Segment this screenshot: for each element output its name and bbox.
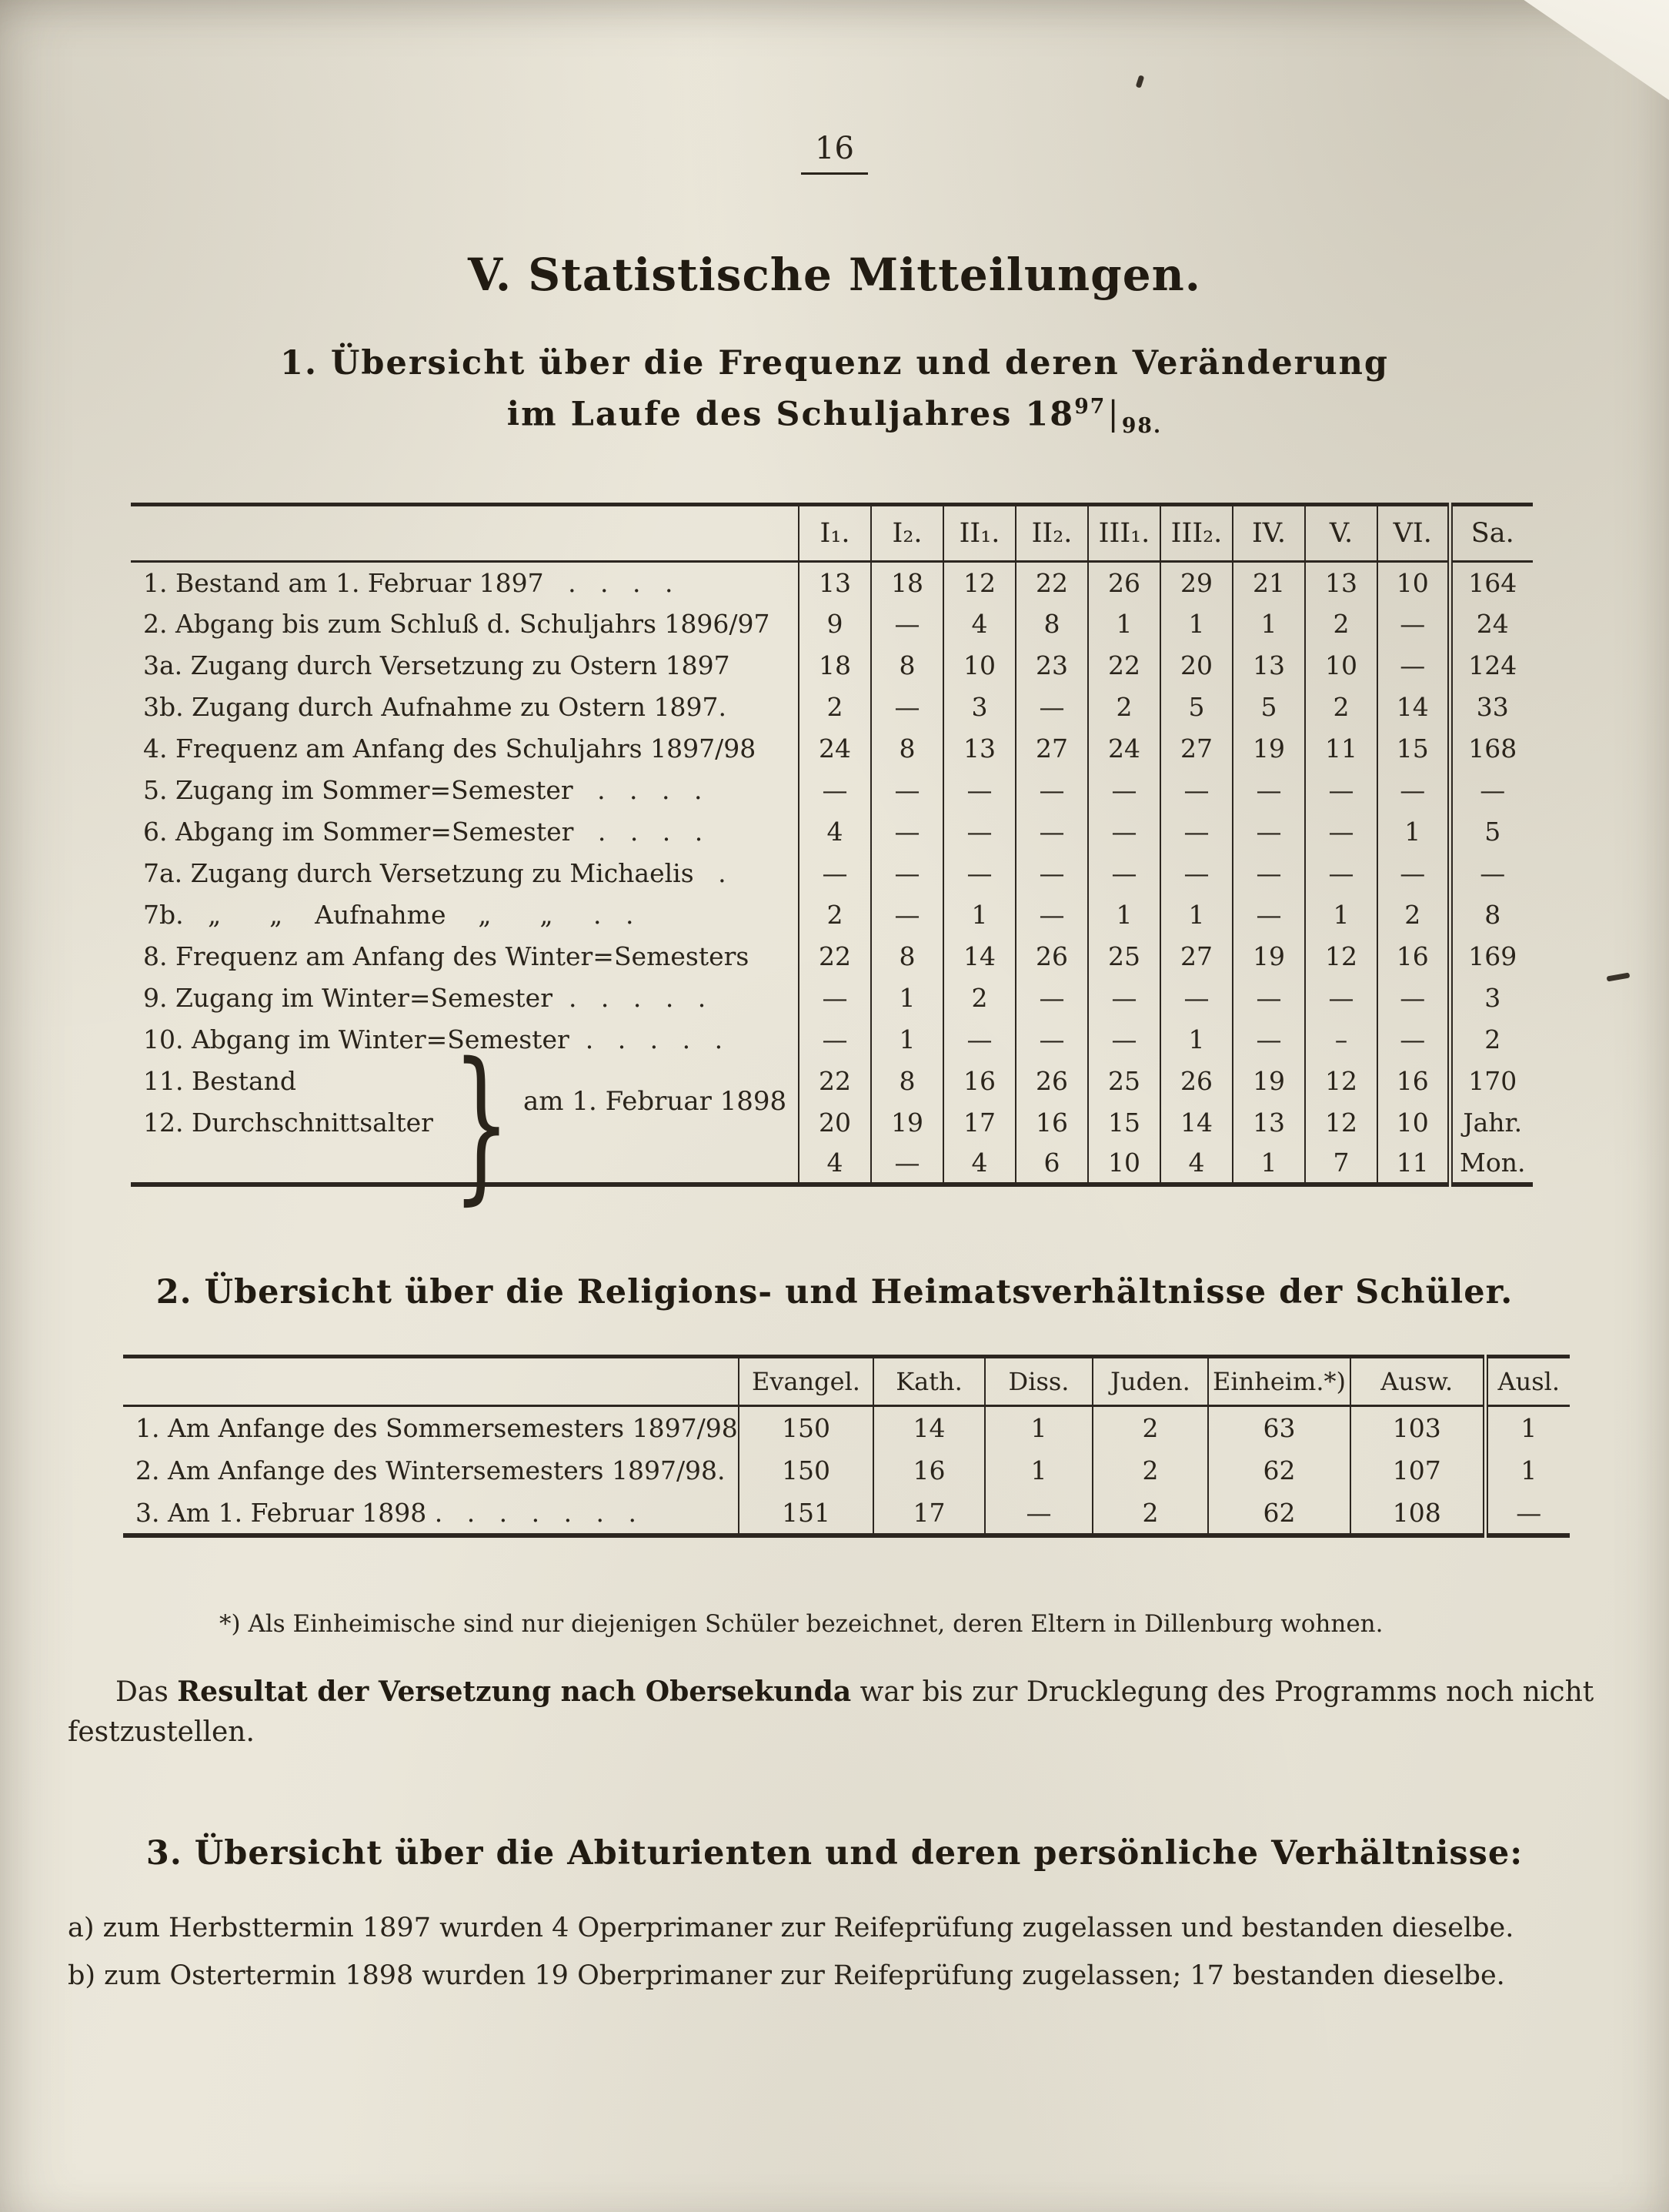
value-cell: —	[1088, 852, 1160, 894]
value-cell: 7	[1305, 1143, 1377, 1185]
value-cell: 8	[1450, 894, 1533, 935]
value-cell: 5	[1233, 686, 1305, 727]
table-row	[131, 1143, 1533, 1185]
value-cell: —	[1233, 1018, 1305, 1060]
brace-note: am 1. Februar 1898	[523, 1085, 787, 1117]
value-cell: 22	[799, 935, 871, 977]
row-label: 1. Bestand am 1. Februar 1897 . . . .	[143, 567, 673, 598]
value-cell: —	[1088, 1018, 1160, 1060]
column-header: Evangel.	[739, 1357, 873, 1406]
value-cell: 4	[799, 810, 871, 852]
value-cell: —	[1233, 810, 1305, 852]
value-cell: 16	[873, 1449, 985, 1492]
value-cell: —	[1377, 852, 1450, 894]
result-pre: Das	[115, 1676, 178, 1708]
column-header: VI.	[1377, 504, 1450, 561]
column-header: II₂.	[1016, 504, 1088, 561]
column-header: Diss.	[985, 1357, 1093, 1406]
label-column-header	[123, 1357, 739, 1406]
torn-corner	[1492, 0, 1669, 100]
religion-table-wrap	[123, 1355, 1570, 1538]
value-cell: 4	[943, 603, 1016, 644]
table-row	[131, 894, 1533, 935]
table-row	[123, 1492, 1570, 1535]
row-label: 12. Durchschnittsalter	[143, 1107, 433, 1138]
value-cell: 1	[1160, 603, 1233, 644]
table-row	[131, 1060, 1533, 1101]
value-cell: —	[1088, 769, 1160, 810]
value-cell: 24	[1088, 727, 1160, 769]
value-cell: 2	[1088, 686, 1160, 727]
section1-title-line1: 1. Übersicht über die Frequenz und deren Veränderung	[280, 344, 1389, 383]
row-label: 5. Zugang im Sommer=Semester . . . .	[143, 774, 703, 805]
value-cell: 26	[1160, 1060, 1233, 1101]
value-cell: 13	[943, 727, 1016, 769]
table-row	[131, 852, 1533, 894]
value-cell: 16	[1377, 1060, 1450, 1101]
value-cell: —	[1233, 852, 1305, 894]
value-cell: 11	[1377, 1143, 1450, 1185]
value-cell: 24	[1450, 603, 1533, 644]
value-cell: 1	[1160, 894, 1233, 935]
value-cell: —	[1016, 977, 1088, 1018]
value-cell: —	[799, 769, 871, 810]
column-header: Einheim.*)	[1208, 1357, 1350, 1406]
value-cell: 124	[1450, 644, 1533, 686]
row-label: 4. Frequenz am Anfang des Schuljahrs 1897/98	[143, 733, 756, 764]
value-cell: 2	[943, 977, 1016, 1018]
value-cell: —	[985, 1492, 1093, 1535]
row-group-brace: }	[452, 1026, 511, 1220]
page-number-text: 16	[801, 131, 868, 175]
value-cell: 8	[871, 727, 943, 769]
value-cell: —	[1016, 686, 1088, 727]
frequency-table-wrap	[131, 503, 1533, 1220]
table-row	[131, 686, 1533, 727]
value-cell: —	[1233, 769, 1305, 810]
value-cell: 25	[1088, 935, 1160, 977]
value-cell: 4	[943, 1143, 1016, 1185]
table-row	[131, 935, 1533, 977]
value-cell: 25	[1088, 1060, 1160, 1101]
value-cell: 4	[1160, 1143, 1233, 1185]
column-header: Kath.	[873, 1357, 985, 1406]
row-label: 7b. „ „ Aufnahme „ „ . .	[143, 899, 634, 930]
section2-title: 2. Übersicht über die Religions- und Heimatsverhältnisse der Schüler.	[155, 1273, 1514, 1312]
value-cell: 3	[943, 686, 1016, 727]
religion-table-body	[123, 1406, 1570, 1535]
table-row	[131, 1101, 1533, 1143]
value-cell: 13	[799, 561, 871, 603]
religion-header-row	[123, 1357, 1570, 1406]
column-header: Sa.	[1450, 504, 1533, 561]
value-cell: —	[871, 769, 943, 810]
value-cell: —	[1377, 1018, 1450, 1060]
row-label: 2. Am Anfange des Wintersemesters 1897/98.	[135, 1455, 726, 1486]
table-row	[131, 810, 1533, 852]
value-cell: 107	[1350, 1449, 1485, 1492]
value-cell: 1	[1377, 810, 1450, 852]
row-label: 3a. Zugang durch Versetzung zu Ostern 1897	[143, 650, 730, 680]
value-cell: —	[871, 810, 943, 852]
value-cell: 2	[1093, 1449, 1208, 1492]
row-label: 2. Abgang bis zum Schluß d. Schuljahrs 1896/97	[143, 608, 770, 639]
value-cell: —	[1305, 769, 1377, 810]
value-cell: —	[1450, 852, 1533, 894]
table-row	[131, 603, 1533, 644]
value-cell: 18	[871, 561, 943, 603]
value-cell: 16	[943, 1060, 1016, 1101]
value-cell: 5	[1450, 810, 1533, 852]
religion-table	[123, 1355, 1570, 1538]
value-cell: 1	[1233, 1143, 1305, 1185]
value-cell: 22	[1088, 644, 1160, 686]
value-cell: 13	[1233, 1101, 1305, 1143]
value-cell: 62	[1208, 1449, 1350, 1492]
value-cell: 1	[1305, 894, 1377, 935]
value-cell: —	[1016, 810, 1088, 852]
year-subscript: 98.	[1121, 413, 1163, 438]
column-header: V.	[1305, 504, 1377, 561]
label-column-header	[131, 504, 799, 561]
value-cell: —	[871, 1143, 943, 1185]
table-row	[131, 1018, 1533, 1060]
value-cell: 63	[1208, 1406, 1350, 1449]
value-cell: —	[1450, 769, 1533, 810]
value-cell: —	[1233, 894, 1305, 935]
footnote: *) Als Einheimische sind nur diejenigen Schüler bezeichnet, deren Eltern in Dillenburg wohnen.	[219, 1609, 1384, 1638]
value-cell: 2	[1093, 1406, 1208, 1449]
value-cell: 8	[871, 644, 943, 686]
result-paragraph	[68, 1672, 1603, 1753]
table-row	[123, 1449, 1570, 1492]
value-cell: —	[799, 852, 871, 894]
value-cell: 2	[1450, 1018, 1533, 1060]
value-cell: 12	[943, 561, 1016, 603]
value-cell: 150	[739, 1406, 873, 1449]
ink-speck	[1136, 75, 1145, 88]
value-cell: Jahr.	[1450, 1101, 1533, 1143]
value-cell: 19	[871, 1101, 943, 1143]
value-cell: 13	[1233, 644, 1305, 686]
column-header: I₂.	[871, 504, 943, 561]
abitur-item-a: a) zum Herbsttermin 1897 wurden 4 Operprimaner zur Reifeprüfung zugelassen und bestanden dieselbe.	[68, 1912, 1514, 1943]
value-cell: 26	[1016, 1060, 1088, 1101]
row-label: 7a. Zugang durch Versetzung zu Michaelis .	[143, 857, 726, 888]
value-cell: —	[1160, 810, 1233, 852]
value-cell: —	[1088, 977, 1160, 1018]
value-cell: 151	[739, 1492, 873, 1535]
value-cell: 12	[1305, 935, 1377, 977]
value-cell: —	[1160, 852, 1233, 894]
value-cell: 12	[1305, 1060, 1377, 1101]
value-cell: 1	[871, 977, 943, 1018]
value-cell: —	[1377, 977, 1450, 1018]
value-cell: 14	[1160, 1101, 1233, 1143]
value-cell: —	[871, 603, 943, 644]
value-cell: 17	[873, 1492, 985, 1535]
value-cell: —	[1016, 769, 1088, 810]
value-cell: —	[1377, 603, 1450, 644]
ink-mark	[1607, 972, 1631, 981]
value-cell: 15	[1088, 1101, 1160, 1143]
page-number	[0, 131, 1669, 175]
value-cell: 12	[1305, 1101, 1377, 1143]
value-cell: —	[1305, 977, 1377, 1018]
value-cell: 29	[1160, 561, 1233, 603]
value-cell: 1	[1088, 603, 1160, 644]
frequency-table	[131, 503, 1533, 1188]
value-cell: –	[1305, 1018, 1377, 1060]
value-cell: 2	[1305, 603, 1377, 644]
row-label: 3. Am 1. Februar 1898 . . . . . . .	[135, 1497, 636, 1528]
value-cell: 13	[1305, 561, 1377, 603]
column-header: II₁.	[943, 504, 1016, 561]
value-cell: 150	[739, 1449, 873, 1492]
column-header: IV.	[1233, 504, 1305, 561]
value-cell: 164	[1450, 561, 1533, 603]
value-cell: —	[871, 686, 943, 727]
column-header: Juden.	[1093, 1357, 1208, 1406]
value-cell: 9	[799, 603, 871, 644]
value-cell: 1	[985, 1449, 1093, 1492]
value-cell: 1	[1088, 894, 1160, 935]
year-divider: |	[1107, 395, 1120, 434]
row-label: 1. Am Anfange des Sommersemesters 1897/98	[135, 1413, 738, 1444]
value-cell: 19	[1233, 727, 1305, 769]
value-cell: 1	[943, 894, 1016, 935]
value-cell: 10	[1377, 1101, 1450, 1143]
table-row	[131, 727, 1533, 769]
section1-title-line2	[0, 395, 1669, 438]
value-cell: 27	[1160, 935, 1233, 977]
value-cell: 2	[1305, 686, 1377, 727]
value-cell: —	[1160, 769, 1233, 810]
year-superscript: 97	[1074, 395, 1107, 419]
value-cell: —	[943, 1018, 1016, 1060]
value-cell: 17	[943, 1101, 1016, 1143]
value-cell: 1	[1485, 1406, 1570, 1449]
abitur-item-b: b) zum Ostertermin 1898 wurden 19 Oberprimaner zur Reifeprüfung zugelassen; 17 bestanden dieselbe.	[68, 1960, 1505, 1991]
frequency-header-row	[131, 504, 1533, 561]
value-cell: 27	[1160, 727, 1233, 769]
value-cell: 169	[1450, 935, 1533, 977]
value-cell: 6	[1016, 1143, 1088, 1185]
value-cell: 8	[871, 1060, 943, 1101]
value-cell: —	[1377, 644, 1450, 686]
result-bold: Resultat der Versetzung nach Obersekunda	[177, 1675, 852, 1708]
value-cell: 11	[1305, 727, 1377, 769]
value-cell: 24	[799, 727, 871, 769]
value-cell: 10	[1305, 644, 1377, 686]
value-cell: —	[1233, 977, 1305, 1018]
value-cell: 103	[1350, 1406, 1485, 1449]
value-cell: 3	[1450, 977, 1533, 1018]
value-cell: 4	[799, 1143, 871, 1185]
value-cell: 26	[1016, 935, 1088, 977]
value-cell: 1	[985, 1406, 1093, 1449]
value-cell: 22	[799, 1060, 871, 1101]
value-cell: 2	[799, 894, 871, 935]
value-cell: 8	[871, 935, 943, 977]
value-cell: 10	[943, 644, 1016, 686]
column-header: Ausw.	[1350, 1357, 1485, 1406]
value-cell: 21	[1233, 561, 1305, 603]
result-post: war bis zur Drucklegung des Programms noch nicht festzustellen.	[68, 1676, 1594, 1748]
row-label: 10. Abgang im Winter=Semester . . . . .	[143, 1024, 723, 1054]
value-cell: 1	[1233, 603, 1305, 644]
value-cell: 10	[1088, 1143, 1160, 1185]
value-cell: —	[1160, 977, 1233, 1018]
value-cell: —	[1485, 1492, 1570, 1535]
section3-title: 3. Übersicht über die Abiturienten und deren persönliche Verhältnisse:	[145, 1833, 1524, 1873]
value-cell: 1	[1485, 1449, 1570, 1492]
value-cell: 1	[871, 1018, 943, 1060]
column-header: III₂.	[1160, 504, 1233, 561]
row-label: 11. Bestand	[143, 1065, 296, 1096]
value-cell: 14	[943, 935, 1016, 977]
value-cell: —	[1016, 852, 1088, 894]
value-cell: 19	[1233, 935, 1305, 977]
table-row	[131, 977, 1533, 1018]
value-cell: 14	[873, 1406, 985, 1449]
value-cell: 8	[1016, 603, 1088, 644]
value-cell: 62	[1208, 1492, 1350, 1535]
value-cell: 10	[1377, 561, 1450, 603]
value-cell: 20	[1160, 644, 1233, 686]
frequency-table-body	[131, 561, 1533, 1185]
value-cell: 14	[1377, 686, 1450, 727]
column-header: III₁.	[1088, 504, 1160, 561]
value-cell: —	[943, 852, 1016, 894]
table-row	[123, 1406, 1570, 1449]
value-cell: —	[871, 894, 943, 935]
value-cell: 16	[1377, 935, 1450, 977]
value-cell: 27	[1016, 727, 1088, 769]
value-cell: —	[943, 810, 1016, 852]
value-cell: —	[1305, 852, 1377, 894]
value-cell: —	[1016, 894, 1088, 935]
value-cell: —	[799, 1018, 871, 1060]
value-cell: —	[1016, 1018, 1088, 1060]
value-cell: 170	[1450, 1060, 1533, 1101]
value-cell: 108	[1350, 1492, 1485, 1535]
column-header: I₁.	[799, 504, 871, 561]
row-label: 3b. Zugang durch Aufnahme zu Ostern 1897.	[143, 691, 727, 722]
value-cell: —	[1377, 769, 1450, 810]
value-cell: 2	[1093, 1492, 1208, 1535]
table-row	[131, 561, 1533, 603]
value-cell: 1	[1160, 1018, 1233, 1060]
value-cell: —	[1088, 810, 1160, 852]
value-cell: 168	[1450, 727, 1533, 769]
value-cell: —	[799, 977, 871, 1018]
row-label: 9. Zugang im Winter=Semester . . . . .	[143, 982, 706, 1013]
main-title: V. Statistische Mitteilungen.	[468, 249, 1201, 301]
value-cell: 26	[1088, 561, 1160, 603]
value-cell: 22	[1016, 561, 1088, 603]
value-cell: —	[943, 769, 1016, 810]
table-row	[131, 769, 1533, 810]
value-cell: 19	[1233, 1060, 1305, 1101]
value-cell: Mon.	[1450, 1143, 1533, 1185]
value-cell: 33	[1450, 686, 1533, 727]
value-cell: —	[871, 852, 943, 894]
value-cell: 16	[1016, 1101, 1088, 1143]
value-cell: 18	[799, 644, 871, 686]
value-cell: 20	[799, 1101, 871, 1143]
column-header: Ausl.	[1485, 1357, 1570, 1406]
section1-line2-text: im Laufe des Schuljahres 18	[506, 395, 1075, 434]
value-cell: 2	[799, 686, 871, 727]
table-row	[131, 644, 1533, 686]
value-cell: 15	[1377, 727, 1450, 769]
value-cell: —	[1305, 810, 1377, 852]
row-label: 6. Abgang im Sommer=Semester . . . .	[143, 816, 703, 847]
value-cell: 23	[1016, 644, 1088, 686]
row-label: 8. Frequenz am Anfang des Winter=Semesters	[143, 941, 749, 971]
value-cell: 2	[1377, 894, 1450, 935]
value-cell: 5	[1160, 686, 1233, 727]
